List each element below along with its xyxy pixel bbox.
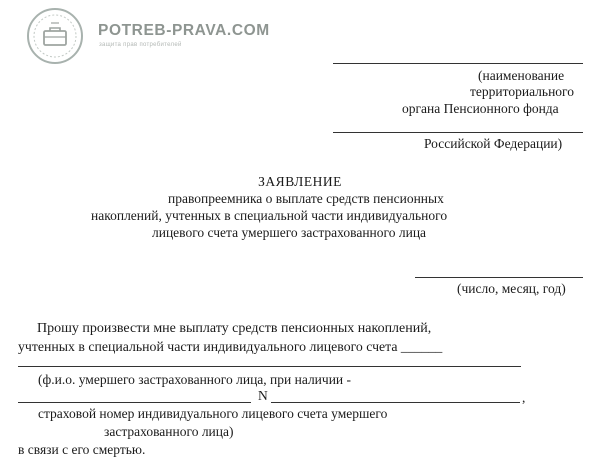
logo-tagline: защита прав потребителей xyxy=(99,42,182,48)
body-paragraph-line-2: учтенных в специальной части индивидуального лицевого счета ______ xyxy=(18,339,443,354)
body-closing-line: в связи с его смертью. xyxy=(18,442,146,457)
title-subline-1: правопреемника о выплате средств пенсионных xyxy=(168,191,444,206)
date-caption: (число, месяц, год) xyxy=(457,281,566,296)
date-blank-line xyxy=(415,277,583,278)
insurance-number-caption-1: страховой номер индивидуального лицевого счета умершего xyxy=(38,406,388,421)
insurance-number-line xyxy=(271,402,520,403)
body-paragraph-line-1: Прошу произвести мне выплату средств пенсионных накоплений, xyxy=(37,321,432,336)
title-subline-3: лицевого счета умершего застрахованного лица xyxy=(152,225,427,240)
fio-caption: (ф.и.о. умершего застрахованного лица, при наличии - xyxy=(38,372,352,387)
fio-continuation-line xyxy=(18,402,251,403)
briefcase-seal-icon xyxy=(29,10,81,62)
addressee-blank-line-1 xyxy=(333,63,583,64)
logo-circle xyxy=(27,8,83,64)
insurance-number-caption-2: застрахованного лица) xyxy=(104,424,234,439)
addressee-caption-4: Российской Федерации) xyxy=(424,136,563,151)
fio-blank-line xyxy=(18,366,521,367)
number-label: N xyxy=(258,388,268,403)
addressee-caption-3: органа Пенсионного фонда xyxy=(402,101,559,116)
logo-site-name: POTREB-PRAVA.COM xyxy=(98,22,270,39)
title-subline-2: накоплений, учтенных в специальной части индивидуального xyxy=(91,208,448,223)
document-title: ЗАЯВЛЕНИЕ xyxy=(258,174,342,189)
addressee-caption-1: (наименование xyxy=(478,68,565,83)
addressee-caption-2: территориального xyxy=(470,84,574,99)
comma-mark: , xyxy=(522,390,526,405)
addressee-blank-line-2 xyxy=(333,132,583,133)
